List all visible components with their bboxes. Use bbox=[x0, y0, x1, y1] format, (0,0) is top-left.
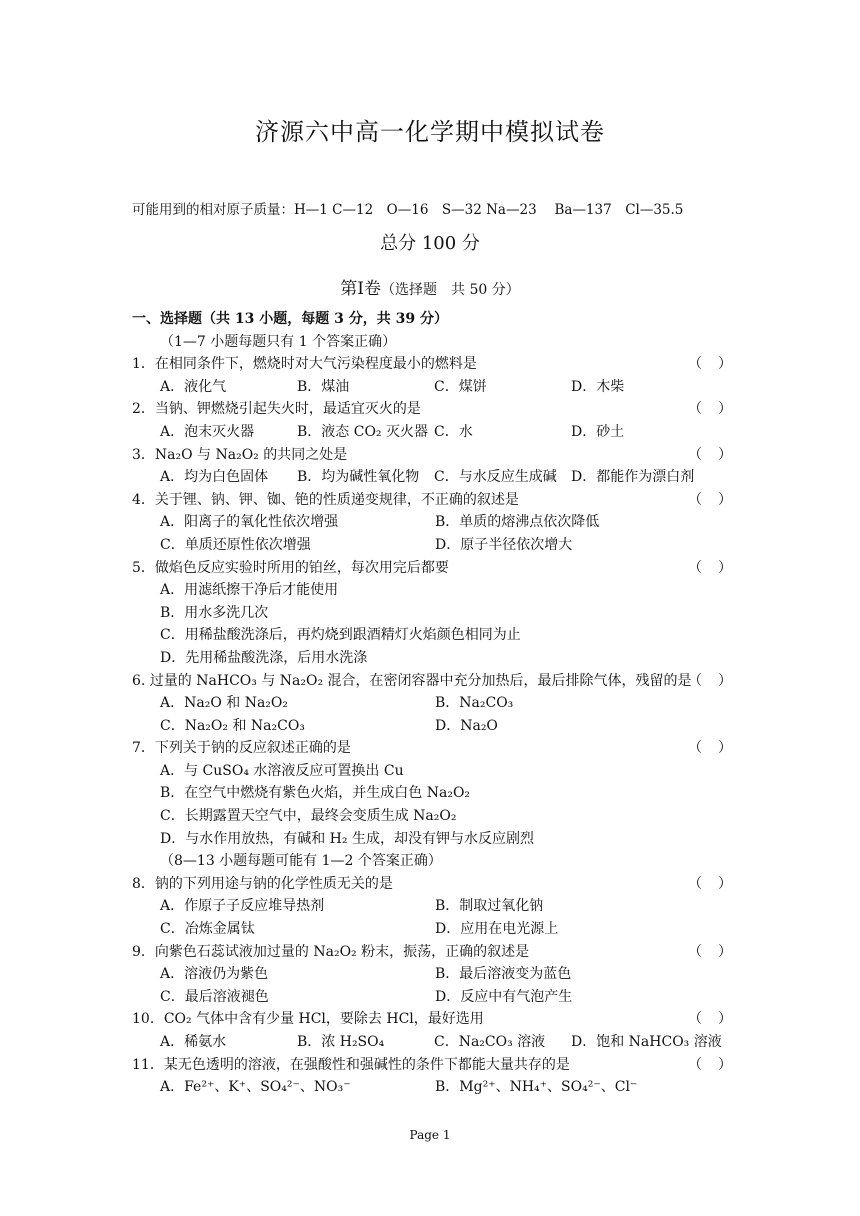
question-body bbox=[132, 308, 732, 1099]
answer-option: B．Na₂CO₃ bbox=[435, 695, 514, 712]
answer-blank bbox=[688, 444, 732, 467]
answer-option bbox=[132, 805, 732, 828]
line-text: B．在空气中燃烧有紫色火焰，并生成白色 Na₂O₂ bbox=[160, 785, 471, 802]
answer-option: D．反应中有气泡产生 bbox=[435, 988, 573, 1005]
line-text: C．长期露置天空气中，最终会变质生成 Na₂O₂ bbox=[160, 808, 457, 825]
paren-open: （ bbox=[688, 672, 702, 689]
answer-option: C．与水反应生成碱 bbox=[434, 469, 557, 486]
volume-main: 第Ⅰ卷 bbox=[340, 279, 381, 299]
question-stem bbox=[132, 670, 732, 693]
paren-close: ） bbox=[718, 672, 732, 689]
paren-open: （ bbox=[688, 491, 702, 508]
paren-open: （ bbox=[688, 446, 702, 463]
paren-close: ） bbox=[718, 491, 732, 508]
options-row bbox=[132, 963, 732, 986]
answer-option: C．最后溶液褪色 bbox=[160, 988, 269, 1005]
question-stem bbox=[132, 398, 732, 421]
answer-option: D．木柴 bbox=[571, 378, 625, 395]
answer-option: C．水 bbox=[434, 423, 473, 440]
line-text: 9．向紫色石蕊试液加过量的 Na₂O₂ 粉末，振荡，正确的叙述是 bbox=[132, 943, 530, 960]
line-text: B．用水多洗几次 bbox=[160, 604, 269, 621]
answer-blank bbox=[688, 941, 732, 964]
line-text: 10．CO₂ 气体中含有少量 HCl，要除去 HCl，最好选用 bbox=[132, 1011, 484, 1028]
answer-option bbox=[132, 647, 732, 670]
line-text: 11．某无色透明的溶液，在强酸性和强碱性的条件下都能大量共存的是 bbox=[132, 1056, 570, 1073]
answer-option bbox=[132, 579, 732, 602]
paren-close: ） bbox=[718, 446, 732, 463]
line-text: 5．做焰色反应实验时所用的铂丝，每次用完后都要 bbox=[132, 559, 449, 576]
options-row bbox=[132, 1076, 732, 1099]
answer-blank bbox=[688, 1008, 732, 1031]
instruction-note bbox=[132, 331, 732, 354]
answer-blank bbox=[688, 557, 732, 580]
line-text: 6. 过量的 NaHCO₃ 与 Na₂O₂ 混合，在密闭容器中充分加热后，最后排除气体，残留的是 bbox=[132, 672, 692, 689]
section-heading bbox=[132, 308, 732, 331]
options-row bbox=[132, 986, 732, 1009]
paren-close: ） bbox=[718, 401, 732, 418]
answer-option: B．单质的熔沸点依次降低 bbox=[435, 514, 600, 531]
exam-title: 济源六中高一化学期中模拟试卷 bbox=[255, 118, 605, 146]
paren-open: （ bbox=[688, 559, 702, 576]
paren-open: （ bbox=[688, 401, 702, 418]
paren-close: ） bbox=[718, 875, 732, 892]
answer-option: D．饱和 NaHCO₃ 溶液 bbox=[571, 1034, 722, 1050]
line-text: A．用滤纸擦干净后才能使用 bbox=[160, 582, 339, 599]
line-text: 3．Na₂O 与 Na₂O₂ 的共同之处是 bbox=[132, 446, 348, 463]
paren-open: （ bbox=[688, 740, 702, 757]
answer-blank bbox=[688, 353, 732, 376]
answer-option: A．泡末灭火器 bbox=[160, 423, 255, 440]
answer-option: D．Na₂O bbox=[435, 717, 498, 734]
answer-option bbox=[132, 760, 732, 783]
atomic-masses: 可能用到的相对原子质量：H—1 C—12 O—16 S—32 Na—23 Ba—137 Cl—35.5 bbox=[132, 202, 684, 218]
answer-option: A．Na₂O 和 Na₂O₂ bbox=[160, 695, 288, 712]
paren-close: ） bbox=[718, 943, 732, 960]
answer-option bbox=[132, 624, 732, 647]
question-stem bbox=[132, 1054, 732, 1077]
volume-sub: （选择题 共 50 分） bbox=[381, 282, 520, 298]
paren-open: （ bbox=[688, 356, 702, 373]
line-text: 8．钠的下列用途与钠的化学性质无关的是 bbox=[132, 875, 393, 892]
paren-open: （ bbox=[688, 875, 702, 892]
answer-blank bbox=[688, 670, 732, 693]
answer-option: A．均为白色固体 bbox=[160, 469, 269, 486]
line-text: A．与 CuSO₄ 水溶液反应可置换出 Cu bbox=[160, 762, 404, 779]
answer-option: D．原子半径依次增大 bbox=[435, 536, 573, 553]
answer-blank bbox=[688, 1054, 732, 1077]
options-row bbox=[132, 511, 732, 534]
page-footer: Page 1 bbox=[409, 1128, 451, 1142]
question-stem bbox=[132, 941, 732, 964]
answer-option bbox=[132, 828, 732, 851]
answer-option: A．稀氨水 bbox=[160, 1034, 227, 1050]
answer-option bbox=[132, 782, 732, 805]
options-row bbox=[132, 534, 732, 557]
answer-option: A．Fe²⁺、K⁺、SO₄²⁻、NO₃⁻ bbox=[160, 1079, 351, 1096]
paren-open: （ bbox=[688, 1011, 702, 1028]
line-text: D．与水作用放热，有碱和 H₂ 生成，却没有钾与水反应剧烈 bbox=[160, 830, 534, 847]
answer-option: B．制取过氧化钠 bbox=[435, 898, 544, 915]
options-row bbox=[132, 692, 732, 715]
question-stem bbox=[132, 737, 732, 760]
answer-option: A．阳离子的氧化性依次增强 bbox=[160, 514, 339, 531]
answer-option: B．Mg²⁺、NH₄⁺、SO₄²⁻、Cl⁻ bbox=[435, 1079, 638, 1096]
volume-heading bbox=[0, 274, 860, 299]
answer-option: C．单质还原性依次增强 bbox=[160, 536, 311, 553]
answer-option bbox=[132, 602, 732, 625]
options-row bbox=[132, 421, 732, 444]
options-row bbox=[132, 376, 732, 399]
options-row bbox=[132, 918, 732, 941]
answer-option: B．浓 H₂SO₄ bbox=[297, 1034, 385, 1050]
question-stem bbox=[132, 444, 732, 467]
answer-blank bbox=[688, 737, 732, 760]
answer-option: B．最后溶液变为蓝色 bbox=[435, 966, 572, 983]
answer-option: C．冶炼金属钛 bbox=[160, 921, 255, 938]
question-stem bbox=[132, 557, 732, 580]
paren-open: （ bbox=[688, 943, 702, 960]
answer-option: D．应用在电光源上 bbox=[435, 921, 559, 938]
answer-blank bbox=[688, 489, 732, 512]
paren-open: （ bbox=[688, 1056, 702, 1073]
paren-close: ） bbox=[718, 356, 732, 373]
options-row bbox=[132, 895, 732, 918]
answer-option: B．均为碱性氧化物 bbox=[297, 469, 420, 486]
answer-option: C．Na₂O₂ 和 Na₂CO₃ bbox=[160, 717, 305, 734]
question-stem bbox=[132, 353, 732, 376]
answer-blank bbox=[688, 398, 732, 421]
total-score: 总分 100 分 bbox=[380, 233, 480, 254]
answer-option: B．液态 CO₂ 灭火器 bbox=[297, 423, 428, 440]
options-row bbox=[132, 466, 732, 489]
question-stem bbox=[132, 489, 732, 512]
paren-close: ） bbox=[718, 1056, 732, 1073]
line-text: 4．关于锂、钠、钾、铷、铯的性质递变规律，不正确的叙述是 bbox=[132, 491, 519, 508]
options-row bbox=[132, 715, 732, 738]
question-stem bbox=[132, 873, 732, 896]
line-text: 2．当钠、钾燃烧引起失火时，最适宜灭火的是 bbox=[132, 401, 421, 418]
answer-blank bbox=[688, 873, 732, 896]
answer-option: B．煤油 bbox=[297, 378, 350, 395]
line-text: 一、选择题（共 13 小题，每题 3 分，共 39 分） bbox=[132, 311, 448, 327]
line-text: （1—7 小题每题只有 1 个答案正确） bbox=[160, 333, 397, 350]
paren-close: ） bbox=[718, 1011, 732, 1028]
line-text: 1．在相同条件下，燃烧时对大气污染程度最小的燃料是 bbox=[132, 356, 477, 373]
paren-close: ） bbox=[718, 559, 732, 576]
answer-option: A．溶液仍为紫色 bbox=[160, 966, 269, 983]
instruction-note bbox=[132, 850, 732, 873]
question-stem bbox=[132, 1008, 732, 1031]
answer-option: A．液化气 bbox=[160, 378, 227, 395]
line-text: C．用稀盐酸洗涤后，再灼烧到跟酒精灯火焰颜色相同为止 bbox=[160, 627, 521, 644]
answer-option: A．作原子子反应堆导热剂 bbox=[160, 898, 325, 915]
answer-option: C．Na₂CO₃ 溶液 bbox=[434, 1034, 546, 1050]
answer-option: D．砂土 bbox=[571, 423, 625, 440]
line-text: 7．下列关于钠的反应叙述正确的是 bbox=[132, 740, 351, 757]
options-row bbox=[132, 1031, 732, 1054]
line-text: D．先用稀盐酸洗涤，后用水洗涤 bbox=[160, 649, 368, 666]
answer-option: C．煤饼 bbox=[434, 378, 487, 395]
line-text: （8—13 小题每题可能有 1—2 个答案正确） bbox=[160, 853, 442, 870]
answer-option: D．都能作为漂白剂 bbox=[571, 469, 695, 486]
paren-close: ） bbox=[718, 740, 732, 757]
